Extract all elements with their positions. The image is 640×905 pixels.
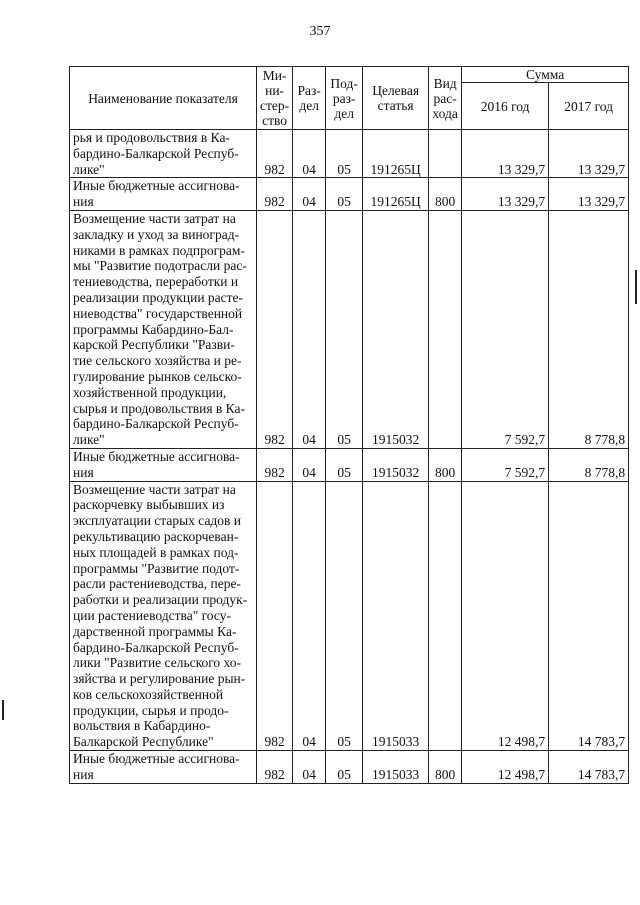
cell-subsection: 05 xyxy=(326,130,363,178)
cell-ministry: 982 xyxy=(257,481,293,751)
cell-2016: 7 592,7 xyxy=(462,210,549,448)
cell-2016: 13 329,7 xyxy=(462,130,549,178)
cell-subsection: 05 xyxy=(326,448,363,481)
cell-2017: 14 783,7 xyxy=(549,481,629,751)
cell-2016: 12 498,7 xyxy=(462,481,549,751)
table-row xyxy=(70,130,629,178)
header-name-label: Наименование показателя xyxy=(88,90,238,106)
cell-2017: 13 329,7 xyxy=(549,130,629,178)
cell-ministry: 982 xyxy=(257,178,293,211)
cell-name: рья и продовольствия в Ка- бардино-Балкарской Респуб- лике" xyxy=(70,130,257,178)
table-row xyxy=(70,481,629,751)
cell-target-article: 191265Ц xyxy=(363,178,429,211)
cell-ministry: 982 xyxy=(257,130,293,178)
header-year-2016 xyxy=(462,83,549,130)
header-section-label: Раз- дел xyxy=(297,83,321,113)
cell-section: 04 xyxy=(293,751,326,784)
cell-ministry: 982 xyxy=(257,448,293,481)
cell-name: Возмещение части затрат на раскорчевку выбывших из эксплуатации старых садов и рекультивацию раскорчеван- ных площадей в рамках под- программы "Развитие подот- расли растениеводства, пере- работки и реализации продук- ции растениеводства" госу- дарственной программы Ка- бардино-Балкарской Респуб- лики "Развитие сельского хо- зяйства и регулирование рын- ков сельскохозяйственной продукции, сырья и продо- вольствия в Кабардино- Балкарской Республике" xyxy=(70,481,257,751)
table-row xyxy=(70,178,629,211)
cell-2017: 8 778,8 xyxy=(549,448,629,481)
header-target-article xyxy=(363,67,429,130)
cell-target-article: 191265Ц xyxy=(363,130,429,178)
header-section xyxy=(293,67,326,130)
header-subsection-label: Под- раз- дел xyxy=(330,75,358,121)
header-expense-type-label: Вид рас- хода xyxy=(432,75,458,121)
header-year-2017-label: 2017 год xyxy=(564,98,614,114)
table-row xyxy=(70,210,629,448)
header-subsection xyxy=(326,67,363,130)
header-target-article-label: Целевая статья xyxy=(372,83,420,113)
cell-name: Иные бюджетные ассигнова- ния xyxy=(70,751,257,784)
header-sum xyxy=(462,67,629,83)
scan-artifact-right xyxy=(635,270,637,304)
budget-table xyxy=(69,66,629,784)
cell-name: Иные бюджетные ассигнова- ния xyxy=(70,178,257,211)
cell-target-article: 1915033 xyxy=(363,751,429,784)
cell-section: 04 xyxy=(293,210,326,448)
cell-subsection: 05 xyxy=(326,481,363,751)
cell-expense-type: 800 xyxy=(429,178,462,211)
cell-2016: 13 329,7 xyxy=(462,178,549,211)
cell-expense-type xyxy=(429,130,462,178)
cell-target-article: 1915032 xyxy=(363,210,429,448)
cell-2017: 13 329,7 xyxy=(549,178,629,211)
cell-subsection: 05 xyxy=(326,210,363,448)
cell-ministry: 982 xyxy=(257,210,293,448)
cell-target-article: 1915032 xyxy=(363,448,429,481)
cell-section: 04 xyxy=(293,481,326,751)
header-name xyxy=(70,67,257,130)
cell-expense-type xyxy=(429,210,462,448)
header-year-2017 xyxy=(549,83,629,130)
scan-artifact-left xyxy=(2,700,4,720)
cell-2017: 14 783,7 xyxy=(549,751,629,784)
cell-2017: 8 778,8 xyxy=(549,210,629,448)
page-number: 357 xyxy=(309,24,331,39)
cell-expense-type: 800 xyxy=(429,751,462,784)
cell-2016: 12 498,7 xyxy=(462,751,549,784)
cell-expense-type: 800 xyxy=(429,448,462,481)
cell-expense-type xyxy=(429,481,462,751)
cell-name: Иные бюджетные ассигнова- ния xyxy=(70,448,257,481)
cell-section: 04 xyxy=(293,178,326,211)
table-body xyxy=(70,130,629,784)
cell-subsection: 05 xyxy=(326,178,363,211)
cell-name: Возмещение части затрат на закладку и уход за виноград- никами в рамках подпрограм- мы "Развитие подотрасли рас- тениеводства, переработки и реализации продукции растe- ниеводства" государственной программы Кабардино-Бал- карской Республики "Разви- тие сельского хозяйства и ре- гулирование рынков сельско- хозяйственной продукции, сырья и продовольствия в Ка- бардино-Балкарской Респуб- лике" xyxy=(70,210,257,448)
table-row xyxy=(70,751,629,784)
header-sum-label: Сумма xyxy=(526,67,565,82)
cell-section: 04 xyxy=(293,448,326,481)
cell-section: 04 xyxy=(293,130,326,178)
header-expense-type xyxy=(429,67,462,130)
header-year-2016-label: 2016 год xyxy=(480,98,530,114)
cell-target-article: 1915033 xyxy=(363,481,429,751)
cell-ministry: 982 xyxy=(257,751,293,784)
header-ministry-label: Ми- ни- стер- ство xyxy=(260,68,290,128)
table-row xyxy=(70,448,629,481)
cell-2016: 7 592,7 xyxy=(462,448,549,481)
header-ministry xyxy=(257,67,293,130)
cell-subsection: 05 xyxy=(326,751,363,784)
